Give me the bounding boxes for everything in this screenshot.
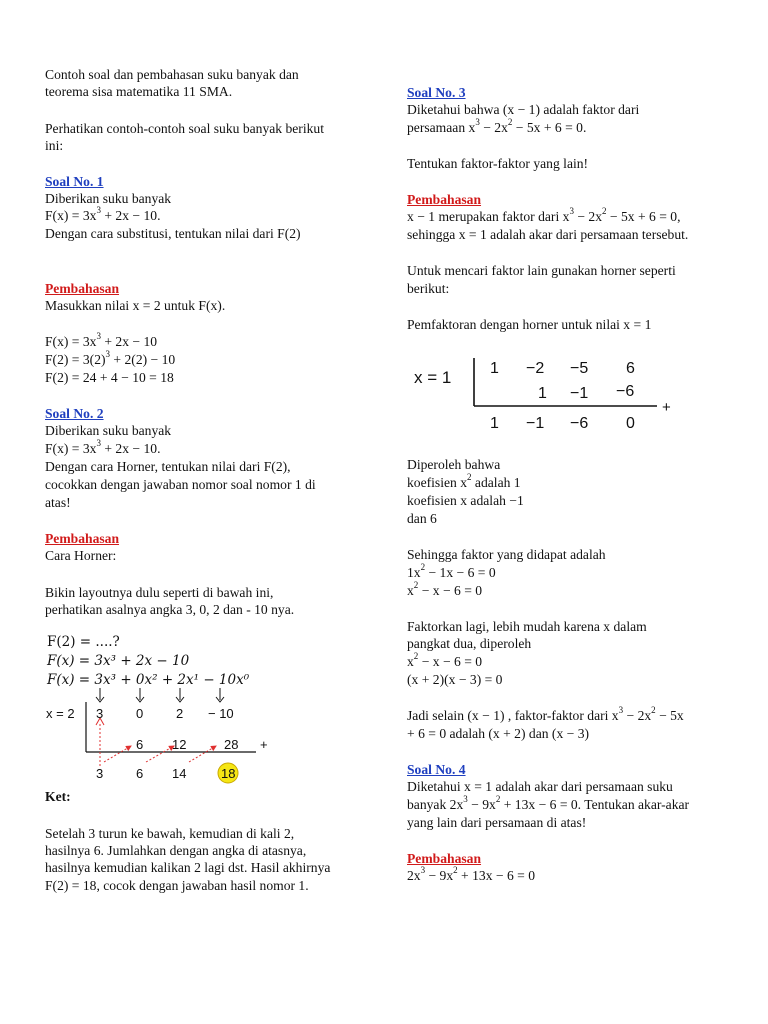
equation-line: $2x^3 - 9x^2 + 13x - 6 = 0$ [407,865,536,883]
text-line: Diberikan suku banyak [45,191,172,206]
soal-4-heading: Soal No. 4 [407,762,466,777]
text-line: hasilnya kemudian kalikan 2 lagi dst. Hasil akhirnya [45,860,331,875]
text-line: Bikin layoutnya dulu seperti di bawah ini, [45,585,274,600]
equation-line: F(2) = 24 + 4 − 10 = 18 [45,370,174,385]
text-line: perhatikan asalnya angka 3, 0, 2 dan - 10 nya. [45,602,295,617]
horner-result: 0 [626,415,635,432]
equation-line: $x^2 - x - 6 = 0$ [407,651,483,669]
multiply-arrow-icon [100,722,216,762]
text-line: dan 6 [407,511,437,526]
text-line: Masukkan nilai x = 2 untuk F(x). [45,298,226,313]
horner-diagram-f2 [44,634,344,784]
horner-result: −6 [570,415,589,432]
text-line: atas! [45,495,71,510]
horner-product: 28 [224,737,239,752]
pembahasan-1-heading: Pembahasan [45,281,120,296]
intro-line: ini: [45,138,64,153]
equation-line: $1x^2 - 1x - 6 = 0$ [407,562,496,580]
text-line: Diperoleh bahwa [407,457,501,472]
soal-2-heading: Soal No. 2 [45,406,104,421]
text-line: + 6 = 0 adalah (x + 2) dan (x − 3) [407,726,590,741]
equation-line: (x + 2)(x − 3) = 0 [407,672,503,687]
horner-equation: F(2) = ....? [47,634,120,650]
text-line: Diketahui x = 1 adalah akar dari persamaan suku [407,779,673,794]
horner-coefficient: 0 [136,706,144,721]
horner-product: 1 [538,385,547,402]
pembahasan-4-heading: Pembahasan [407,851,482,866]
text-line: Setelah 3 turun ke bawah, kemudian di kali 2, [45,826,295,841]
equation-line: persamaan $x^3 - 2x^2 - 5x + 6 = 0$. [407,117,587,135]
equation-line: $F(x) = 3x^3 + 2x - 10$ [45,331,158,349]
text-line: Untuk mencari faktor lain gunakan horner seperti [407,263,676,278]
horner-coefficient: − 10 [208,706,234,721]
horner-product: 12 [172,737,187,752]
horner-coefficient: −5 [570,360,589,377]
horner-diagram-x1 [410,354,680,438]
text-line: Tentukan faktor-faktor yang lain! [407,156,589,171]
horner-result: 6 [136,766,144,781]
horner-coefficient: 3 [96,706,104,721]
horner-lines [44,634,344,784]
horner-product: −6 [616,383,635,400]
pembahasan-2-heading: Pembahasan [45,531,120,546]
horner-result: 3 [96,766,104,781]
horner-equation: F(x) = 3x³ + 0x² + 2x¹ − 10x⁰ [47,672,250,688]
text-line: sehingga x = 1 adalah akar dari persamaan tersebut. [407,227,689,242]
equation-line: $F(2) = 3(2)^3 + 2(2) - 10$ [45,349,176,367]
down-arrow-icon [96,688,224,702]
text-line: Faktorkan lagi, lebih mudah karena x dalam [407,619,647,634]
horner-x-label: x = 1 [414,368,452,387]
text-line: Dengan cara Horner, tentukan nilai dari F(2), [45,459,291,474]
text-line: F(2) = 18, cocok dengan jawaban hasil nomor 1. [45,878,309,893]
horner-plus: + [662,399,671,416]
intro-line: teorema sisa matematika 11 SMA. [45,84,233,99]
text-line: Cara Horner: [45,548,117,563]
ket-heading: Ket: [45,789,71,804]
text-line: pangkat dua, diperoleh [407,636,532,651]
pembahasan-3-heading: Pembahasan [407,192,482,207]
text-line: hasilnya 6. Jumlahkan dengan angka di atasnya, [45,843,307,858]
horner-coefficient: 1 [490,360,499,377]
text-line: Dengan cara substitusi, tentukan nilai dari F(2) [45,226,301,241]
equation-line: banyak $2x^3 - 9x^2 + 13x - 6 = 0$. Tentukan akar-akar [407,794,690,812]
horner-result: 1 [490,415,499,432]
equation-line: x − 1 merupakan faktor dari $x^3 - 2x^2 - 5x + 6 = 0$, [407,206,681,224]
text-line: koefisien x adalah −1 [407,493,524,508]
horner-result: 14 [172,766,187,781]
equation-line: $x^2 - x - 6 = 0$ [407,580,483,598]
text-line: yang lain dari persamaan di atas! [407,815,587,830]
intro-line: Contoh soal dan pembahasan suku banyak dan [45,67,299,82]
horner-plus: + [260,737,268,752]
horner-x-label: x = 2 [46,706,75,721]
text-line: Pemfaktoran dengan horner untuk nilai x = 1 [407,317,652,332]
horner-product: −1 [570,385,589,402]
text-line: Diberikan suku banyak [45,423,172,438]
text-line: Diketahui bahwa (x − 1) adalah faktor dari [407,102,640,117]
intro-line: Perhatikan contoh-contoh soal suku banyak berikut [45,121,324,136]
text-line: berikut: [407,281,450,296]
horner-result-final: 18 [221,766,236,781]
soal-1-heading: Soal No. 1 [45,174,104,189]
equation-line: koefisien $x^2$ adalah 1 [407,472,521,490]
equation-line: $F(x) = 3x^3 + 2x - 10$. [45,205,161,223]
equation-line: $F(x) = 3x^3 + 2x - 10$. [45,438,161,456]
horner-product: 6 [136,737,144,752]
horner-coefficient: 2 [176,706,184,721]
text-line: cocokkan dengan jawaban nomor soal nomor 1 di [45,477,316,492]
horner-coefficient: −2 [526,360,545,377]
horner-coefficient: 6 [626,360,635,377]
equation-line: Jadi selain (x − 1) , faktor-faktor dari $x^3 - 2x^2 - 5x$ [407,705,684,723]
horner-result: −1 [526,415,545,432]
horner-equation: F(x) = 3x³ + 2x − 10 [47,653,190,669]
text-line: Sehingga faktor yang didapat adalah [407,547,606,562]
soal-3-heading: Soal No. 3 [407,85,466,100]
